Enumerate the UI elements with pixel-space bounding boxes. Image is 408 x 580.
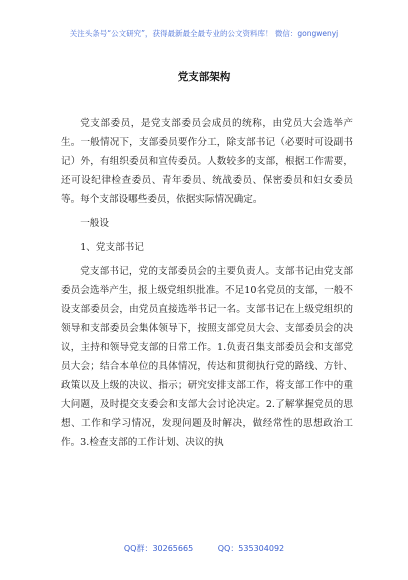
page-footer — [0, 543, 408, 554]
footer-qq: QQ：535304092 — [217, 544, 285, 553]
footer-qq-group: QQ群：30265665 — [123, 544, 194, 553]
paragraph-secretary-duties: 党支部书记，党的支部委员会的主要负责人。支部书记由党支部委员会选举产生，报上级党组织批准。不足10名党员的支部，一般不设支部委员会，由党员直接选举书记一名。支部书记在上级党组织的领导和支部委员会集体领导下，按照支部党员大会、支部委员会的决议，主持和领导党支部的日常工作。1.负责召集支部委员会和支部党员大会；结合本单位的具体情况，传达和贯彻执行党的路线、方针、政策以及上级的决议、指示；研究安排支部工作，将支部工作中的重大问题，及时提交支委会和支部大会讨论决定。2.了解掌握党员的思想、工作和学习情况，发现问题及时解决，做经常性的思想政治工作。3.检查支部的工作计划、决议的执 — [61, 266, 353, 448]
document-body — [61, 114, 353, 452]
section-heading-secretary: 1、党支部书记 — [80, 242, 144, 253]
paragraph-committee-intro: 党支部委员，是党支部委员会成员的统称，由党员大会选举产生。一般情况下，支部委员要作分工，除支部书记（必要时可设副书记）外，有组织委员和宣传委员。人数较多的支部，根据工作需要，还可设纪律检查委员、青年委员、统战委员、保密委员和妇女委员等。每个支部设哪些委员，依据实际情况确定。 — [61, 118, 353, 205]
document-title: 党支部架构 — [177, 71, 231, 83]
page-header-notice: 关注头条号“公文研究”，获得最新最全最专业的公文资料库！ 微信：gongwenyj — [69, 29, 339, 38]
paragraph-general-setup: 一般设 — [80, 218, 109, 229]
